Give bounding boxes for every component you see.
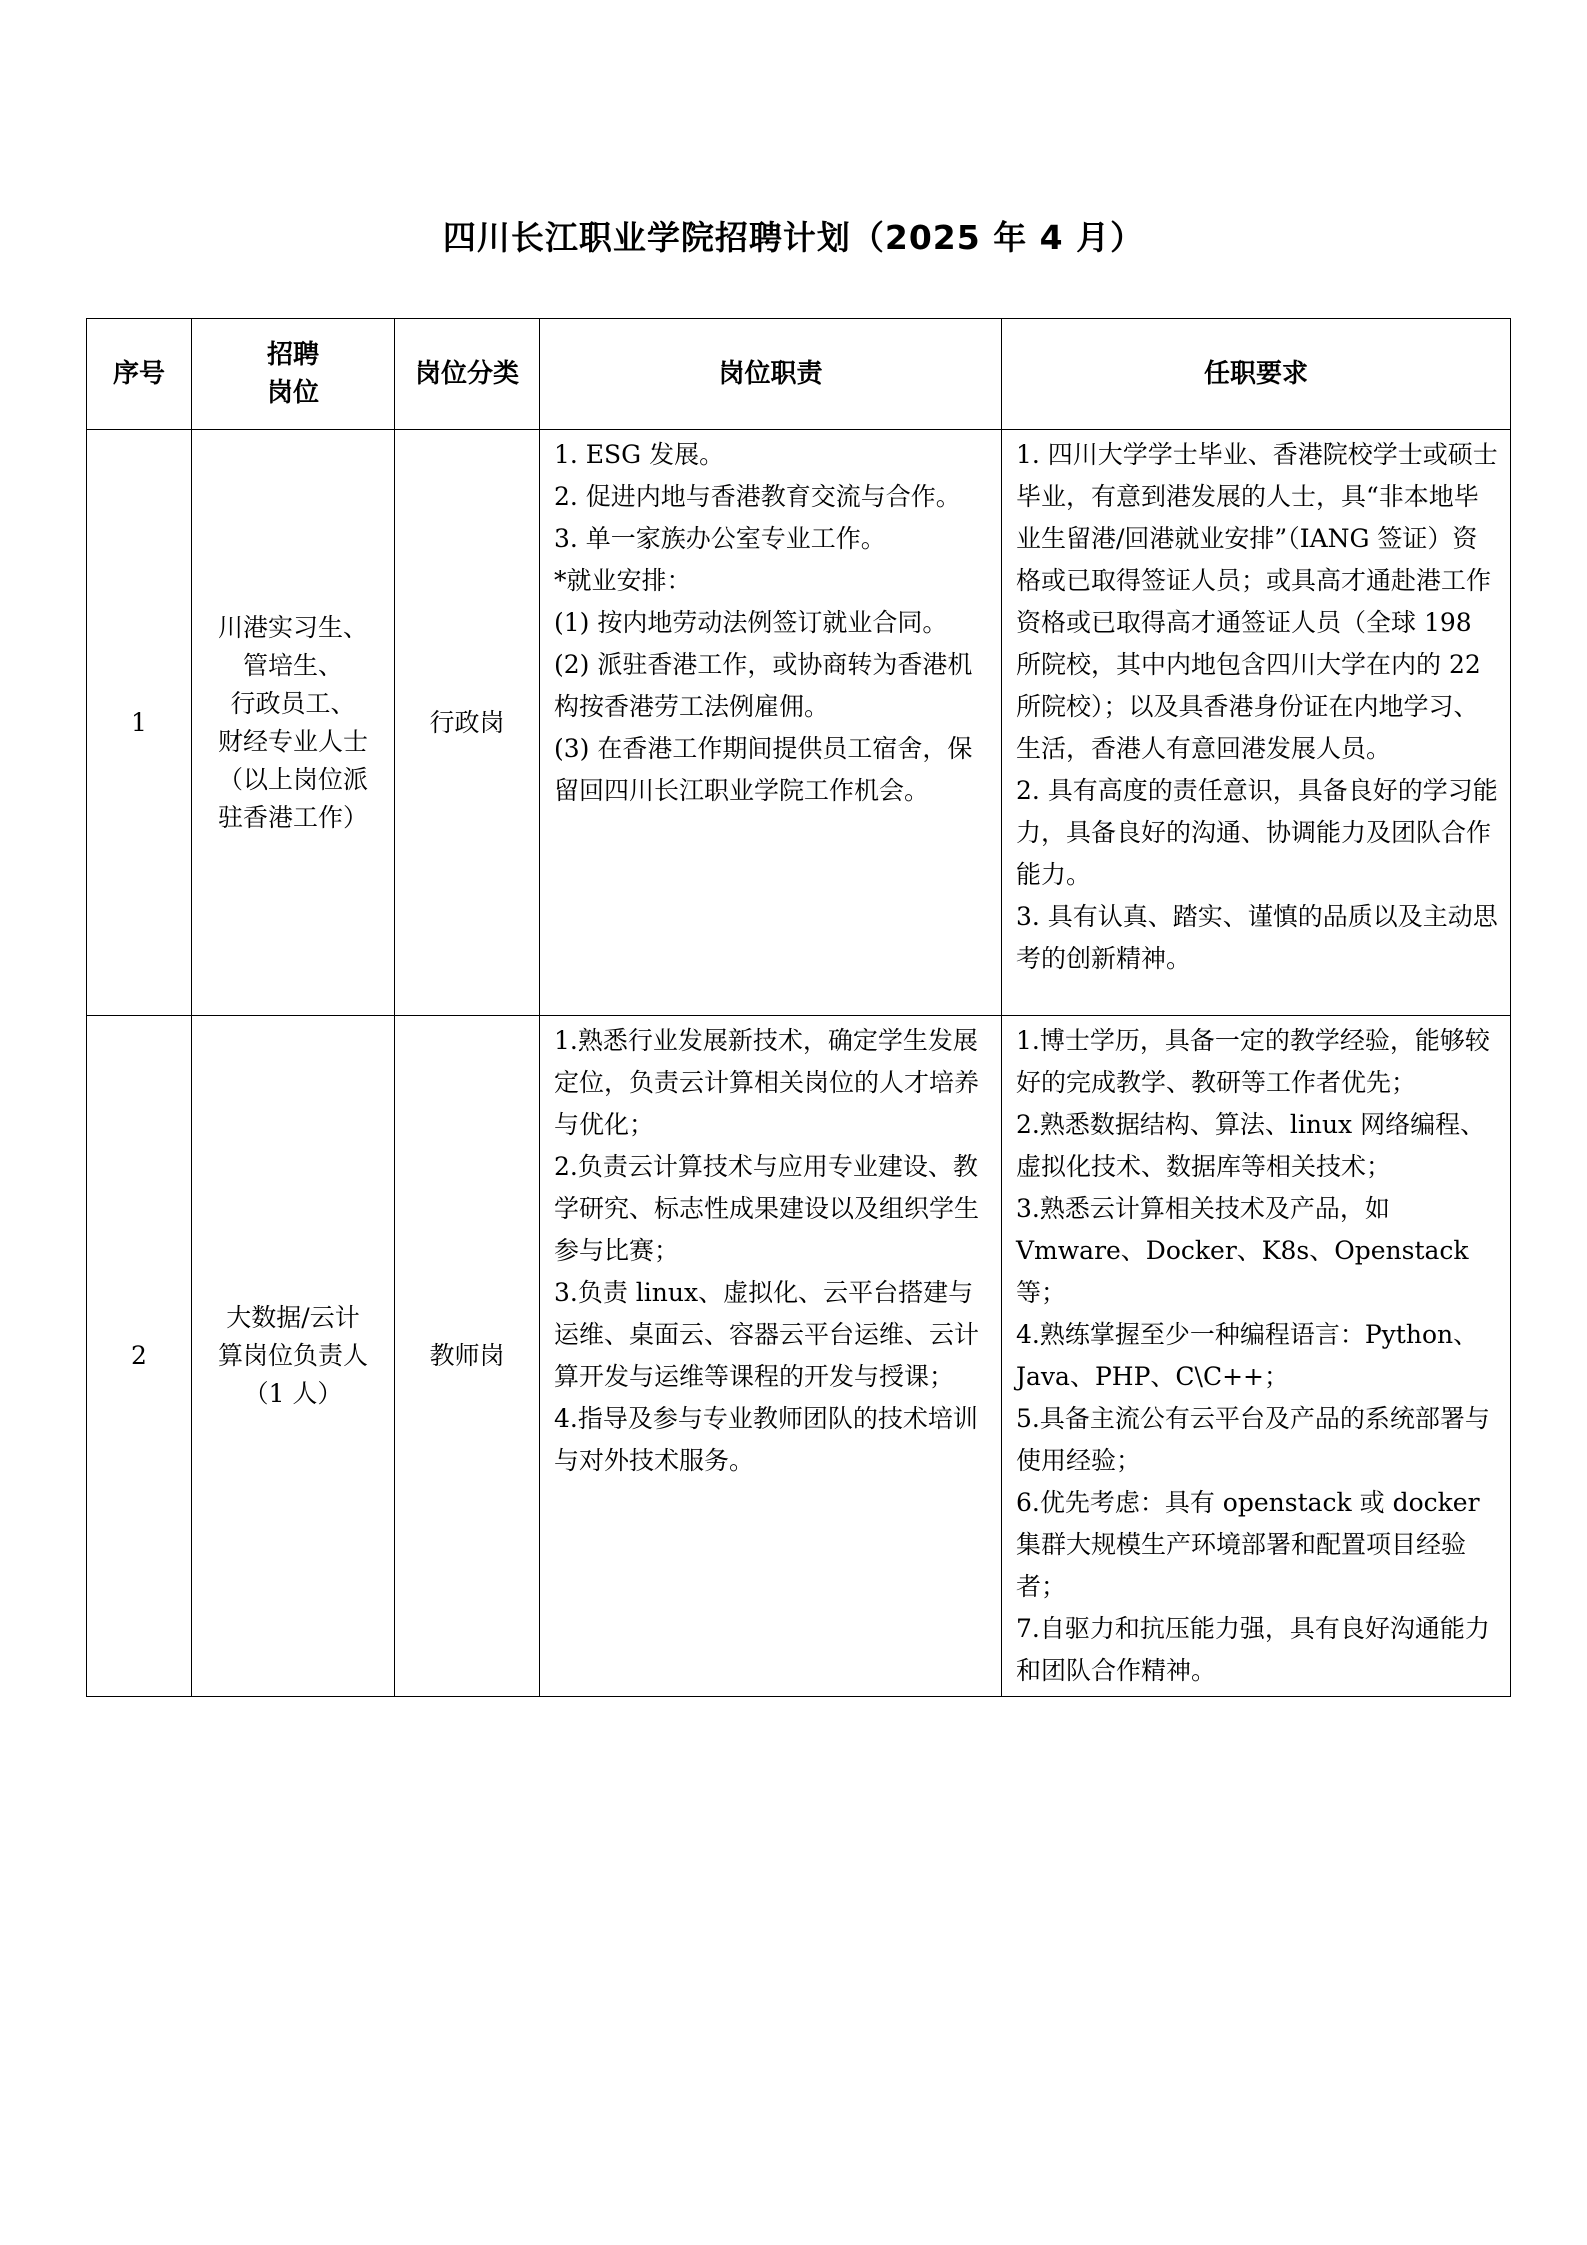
row-position: 川港实习生、 管培生、 行政员工、 财经专业人士 （以上岗位派 驻香港工作） xyxy=(192,430,395,1016)
requirement-item: 5.具备主流公有云平台及产品的系统部署与使用经验； xyxy=(1016,1404,1490,1475)
duty-item: 1. ESG 发展。 xyxy=(554,440,725,469)
row-requirements xyxy=(1002,430,1511,1016)
header-category: 岗位分类 xyxy=(395,319,540,430)
row-position: 大数据/云计 算岗位负责人 （1 人） xyxy=(192,1016,395,1697)
requirement-item: 1. 四川大学学士毕业、香港院校学士或硕士毕业，有意到港发展的人士，具“非本地毕业生留港/回港就业安排”（IANG 签证）资格或已取得签证人员；或具高才通赴港工作资格或已取得高才通签证人员（全球 198 所院校，其中内地包含四川大学在内的 22 所院校）；以及具香港身份证在内地学习、生活，香港人有意回港发展人员。 xyxy=(1016,440,1498,763)
duty-item: (2) 派驻香港工作，或协商转为香港机构按香港劳工法例雇佣。 xyxy=(554,650,973,721)
table-header-row xyxy=(87,319,1511,430)
recruitment-table xyxy=(86,318,1511,1697)
row-index: 2 xyxy=(87,1016,192,1697)
header-requirements: 任职要求 xyxy=(1002,319,1511,430)
requirement-item: 4.熟练掌握至少一种编程语言：Python、Java、PHP、C\C++； xyxy=(1016,1320,1479,1391)
header-duties: 岗位职责 xyxy=(540,319,1002,430)
duty-item: (1) 按内地劳动法例签订就业合同。 xyxy=(554,608,948,637)
duty-item: 2. 促进内地与香港教育交流与合作。 xyxy=(554,482,961,511)
duty-item: 4.指导及参与专业教师团队的技术培训与对外技术服务。 xyxy=(554,1404,978,1475)
row-requirements xyxy=(1002,1016,1511,1697)
row-index: 1 xyxy=(87,430,192,1016)
table-row xyxy=(87,430,1511,1016)
duty-item: 3.负责 linux、虚拟化、云平台搭建与运维、桌面云、容器云平台运维、云计算开发与运维等课程的开发与授课； xyxy=(554,1278,980,1391)
requirement-item: 2.熟悉数据结构、算法、linux 网络编程、虚拟化技术、数据库等相关技术； xyxy=(1016,1110,1486,1181)
requirement-item: 3. 具有认真、踏实、谨慎的品质以及主动思考的创新精神。 xyxy=(1016,902,1498,973)
duty-item: 1.熟悉行业发展新技术，确定学生发展定位，负责云计算相关岗位的人才培养与优化； xyxy=(554,1026,980,1139)
duty-item: 3. 单一家族办公室专业工作。 xyxy=(554,524,886,553)
row-category: 教师岗 xyxy=(395,1016,540,1697)
header-position-text: 招聘 岗位 xyxy=(266,340,319,408)
requirement-item: 6.优先考虑：具有 openstack 或 docker 集群大规模生产环境部署和配置项目经验者； xyxy=(1016,1488,1480,1601)
requirement-item: 2. 具有高度的责任意识，具备良好的学习能力，具备良好的沟通、协调能力及团队合作能力。 xyxy=(1016,776,1498,889)
duty-item: *就业安排： xyxy=(554,566,692,595)
page-title: 四川长江职业学院招聘计划（2025 年 4 月） xyxy=(442,218,1145,257)
requirement-item: 1.博士学历，具备一定的教学经验，能够较好的完成教学、教研等工作者优先； xyxy=(1016,1026,1490,1097)
duty-item: (3) 在香港工作期间提供员工宿舍，保留回四川长江职业学院工作机会。 xyxy=(554,734,973,805)
requirement-item: 7.自驱力和抗压能力强，具有良好沟通能力和团队合作精神。 xyxy=(1016,1614,1490,1685)
row-duties xyxy=(540,430,1002,1016)
row-duties xyxy=(540,1016,1002,1697)
duty-item: 2.负责云计算技术与应用专业建设、教学研究、标志性成果建设以及组织学生参与比赛； xyxy=(554,1152,980,1265)
requirement-item: 3.熟悉云计算相关技术及产品，如 Vmware、Docker、K8s、Openstack 等； xyxy=(1016,1194,1469,1307)
header-index: 序号 xyxy=(87,319,192,430)
row-category: 行政岗 xyxy=(395,430,540,1016)
header-position xyxy=(192,319,395,430)
table-row xyxy=(87,1016,1511,1697)
